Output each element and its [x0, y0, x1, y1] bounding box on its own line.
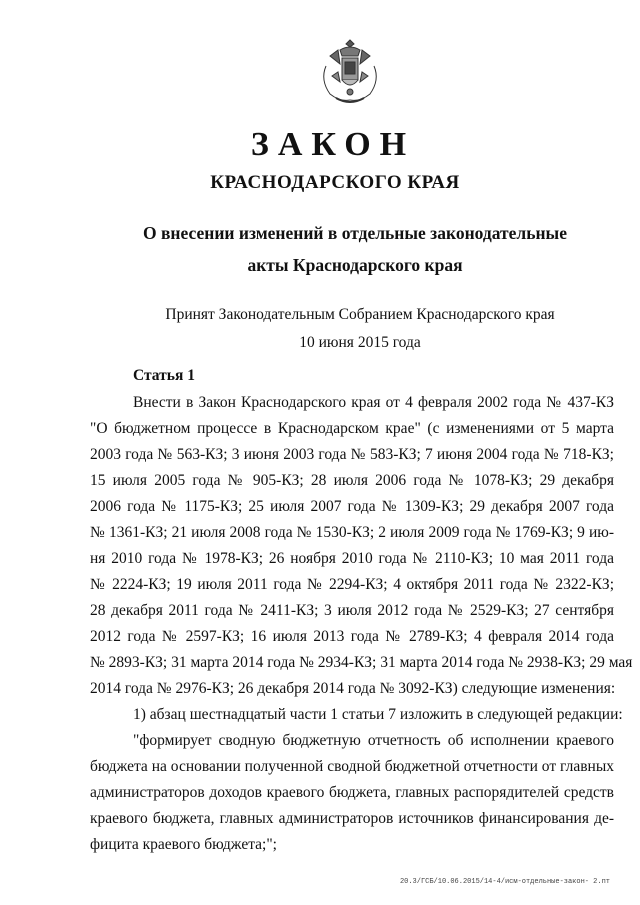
body-line: краевого бюджета, главных администраторов источников финансирования де-	[90, 810, 614, 827]
coat-of-arms-icon	[318, 36, 382, 108]
body-line: 2012 года № 2597-КЗ; 16 июля 2013 года № 2789-КЗ; 4 февраля 2014 года	[90, 628, 614, 645]
body-line: Внести в Закон Краснодарского края от 4 февраля 2002 года № 437-КЗ	[133, 394, 614, 411]
body-line: "О бюджетном процессе в Краснодарском крае" (с изменениями от 5 марта	[90, 420, 614, 437]
body-line: 2014 года № 2976-КЗ; 26 декабря 2014 года № 3092-КЗ) следующие изменения:	[90, 680, 616, 697]
adoption-date: 10 июня 2015 года	[299, 334, 421, 351]
document-title: ЗАКОН	[250, 126, 416, 163]
body-line: 15 июля 2005 года № 905-КЗ; 28 июля 2006 года № 1078-КЗ; 29 декабря	[90, 472, 614, 489]
document-subtitle: КРАСНОДАРСКОГО КРАЯ	[210, 172, 460, 193]
body-line: 28 декабря 2011 года № 2411-КЗ; 3 июля 2012 года № 2529-КЗ; 27 сентября	[90, 602, 614, 619]
body-line: бюджета на основании полученной сводной бюджетной отчетности от главных	[90, 758, 614, 775]
body-line: администраторов доходов краевого бюджета, главных распорядителей средств	[90, 784, 614, 801]
body-line: № 2224-КЗ; 19 июля 2011 года № 2294-КЗ; 4 октября 2011 года № 2322-КЗ;	[90, 576, 614, 593]
article-title: Статья 1	[133, 367, 195, 384]
body-line: 2003 года № 563-КЗ; 3 июня 2003 года № 583-КЗ; 7 июня 2004 года № 718-КЗ;	[90, 446, 614, 463]
body-line: 2006 года № 1175-КЗ; 25 июля 2007 года № 1309-КЗ; 29 декабря 2007 года	[90, 498, 614, 515]
body-line: № 1361-КЗ; 21 июля 2008 года № 1530-КЗ; 2 июля 2009 года № 1769-КЗ; 9 ию-	[90, 524, 614, 541]
body-line: № 2893-КЗ; 31 марта 2014 года № 2934-КЗ; 31 марта 2014 года № 2938-КЗ; 29 мая	[90, 654, 633, 671]
body-line: "формирует сводную бюджетную отчетность об исполнении краевого	[133, 732, 614, 749]
body-line: 1) абзац шестнадцатый части 1 статьи 7 изложить в следующей редакции:	[133, 706, 623, 723]
law-heading-line-2: акты Краснодарского края	[247, 255, 463, 275]
adoption-statement: Принят Законодательным Собранием Краснодарского края	[165, 306, 555, 323]
body-line: ня 2010 года № 1978-КЗ; 26 ноября 2010 года № 2110-КЗ; 10 мая 2011 года	[90, 550, 614, 567]
body-line: фицита краевого бюджета;";	[90, 836, 277, 853]
law-heading-line-1: О внесении изменений в отдельные законодательные	[142, 223, 567, 243]
footer-reference: 20.3/ГСБ/10.06.2015/14-4/исм-отдельные-закон- 2.пт	[399, 878, 610, 886]
